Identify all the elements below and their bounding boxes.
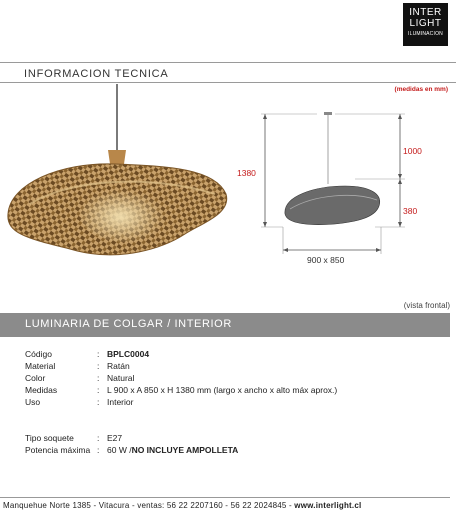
footer-address: Manquehue Norte 1385 - Vitacura - ventas: 56 22 2207160 - 56 22 2024845 -: [3, 501, 295, 510]
spec-label: Color: [25, 373, 46, 383]
spec-value: BPLC0004: [107, 349, 150, 359]
spec-row-code: Código : BPLC0004: [25, 349, 150, 359]
units-note: (medidas en mm): [394, 86, 448, 93]
spec-row-color: Color : Natural: [25, 373, 135, 383]
spec-value: E27: [107, 433, 123, 443]
footer-website-link[interactable]: www.interlight.cl: [294, 501, 362, 510]
product-photo: [0, 84, 235, 280]
socket-cap: [108, 150, 126, 164]
dim-cable-length: 1000: [403, 146, 422, 156]
info-title: INFORMACION TECNICA: [24, 68, 169, 80]
footer: [3, 501, 361, 510]
dim-body-height: 380: [403, 206, 418, 216]
spec-value: Interior: [107, 397, 134, 407]
spec-row-socket: Tipo soquete : E27: [25, 433, 123, 443]
spec-label: Código: [25, 349, 52, 359]
lamp-glow: [80, 186, 170, 242]
logo-line-2: LIGHT: [409, 18, 442, 29]
brand-logo: [403, 3, 448, 46]
spec-row-use: Uso : Interior: [25, 397, 134, 407]
spec-value-warning: NO INCLUYE AMPOLLETA: [131, 445, 239, 455]
logo-line-1: INTER: [409, 7, 442, 18]
top-divider: [0, 62, 456, 63]
section-title: LUMINARIA DE COLGAR / INTERIOR: [25, 318, 232, 330]
spec-row-material: Material : Ratán: [25, 361, 130, 371]
spec-value: Ratán: [107, 361, 130, 371]
spec-row-measures: Medidas : L 900 x A 850 x H 1380 mm (largo x ancho x alto máx aprox.): [25, 385, 338, 395]
spec-label: Medidas: [25, 385, 58, 395]
dim-width: 900 x 850: [307, 255, 345, 265]
view-note: (vista frontal): [403, 301, 450, 310]
spec-value: L 900 x A 850 x H 1380 mm (largo x ancho x alto máx aprox.): [107, 385, 338, 395]
spec-value: 60 W /: [107, 445, 132, 455]
spec-label: Uso: [25, 397, 41, 407]
footer-divider: [0, 497, 450, 498]
spec-label: Tipo soquete: [25, 433, 74, 443]
technical-drawing: [235, 84, 456, 284]
spec-label: Material: [25, 361, 56, 371]
spec-label: Potencia máxima: [25, 445, 91, 455]
header-divider: [0, 82, 456, 83]
spec-row-power: Potencia máxima : 60 W /NO INCLUYE AMPOLLETA: [25, 445, 239, 455]
spec-value: Natural: [107, 373, 135, 383]
dim-total-height: 1380: [237, 168, 256, 178]
logo-line-3: ILUMINACION: [408, 31, 443, 37]
